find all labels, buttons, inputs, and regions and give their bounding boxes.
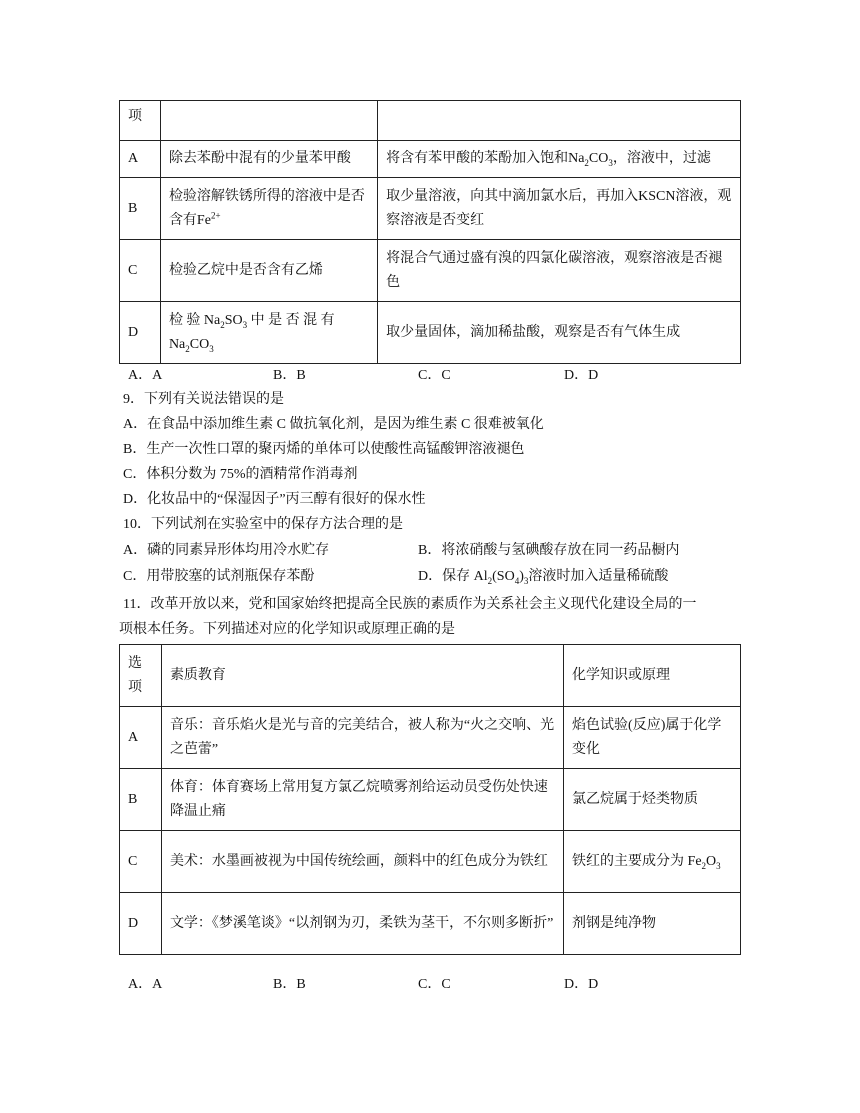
cell: 铁红的主要成分为 $Fe_2O_3$ <box>564 831 741 893</box>
header-chemistry: 化学知识或原理 <box>564 645 741 707</box>
row-label: D <box>120 893 162 955</box>
question-stem: 9．下列有关说法错误的是 <box>123 392 284 407</box>
cell: 文学：《梦溪笔谈》“以剂钢为刃，柔铁为茎干，不尔则多断折” <box>161 893 563 955</box>
row-label: A <box>120 141 161 178</box>
header-education: 素质教育 <box>161 645 563 707</box>
option-d: D．D <box>564 977 599 992</box>
row-label: B <box>120 769 162 831</box>
cell: 美术：水墨画被视为中国传统绘画，颜料中的红色成分为铁红 <box>161 831 563 893</box>
option-d: D．D <box>564 368 599 383</box>
row-label: D <box>120 302 161 364</box>
cell: 体育：体育赛场上常用复方氯乙烷喷雾剂给运动员受伤处快速降温止痛 <box>161 769 563 831</box>
table-row <box>120 101 741 141</box>
table-row <box>120 831 741 893</box>
question-stem: 11．改革开放以来，党和国家始终把提高全民族的素质作为关系社会主义现代化建设全局的一 <box>123 597 697 612</box>
option-a: A．A <box>128 977 163 992</box>
cell: 检验乙烷中是否含有乙烯 <box>160 240 377 302</box>
question-stem: 10．下列试剂在实验室中的保存方法合理的是 <box>123 517 403 532</box>
option-b: B．B <box>273 368 306 383</box>
option-d: D．保存 $Al_2(SO_4)_3$溶液时加入适量稀硫酸 <box>418 569 669 586</box>
row-label: C <box>120 831 162 893</box>
header-option: 选项 <box>120 645 162 707</box>
table-row <box>120 707 741 769</box>
table-row <box>120 141 741 178</box>
cell: 除去苯酚中混有的少量苯甲酸 <box>160 141 377 178</box>
question8-table <box>119 100 741 364</box>
option-c: C．用带胶塞的试剂瓶保存苯酚 <box>123 569 315 584</box>
table-row <box>120 893 741 955</box>
option-d: D．化妆品中的“保湿因子”丙三醇有很好的保水性 <box>123 492 426 507</box>
cell: 氯乙烷属于烃类物质 <box>564 769 741 831</box>
question11-table <box>119 644 741 955</box>
row-label: C <box>120 240 161 302</box>
option-a: A．A <box>128 368 163 383</box>
table-row <box>120 178 741 240</box>
option-a: A．在食品中添加维生素 C 做抗氧化剂，是因为维生素 C 很难被氧化 <box>123 417 544 432</box>
cell: 取少量固体，滴加稀盐酸，观察是否有气体生成 <box>378 302 741 364</box>
cell: 剂钢是纯净物 <box>564 893 741 955</box>
cell: 检验溶解铁锈所得的溶液中是否含有$Fe^{2+}$ <box>160 178 377 240</box>
row-label: A <box>120 707 162 769</box>
row-label: B <box>120 178 161 240</box>
table-row <box>120 769 741 831</box>
cell: 音乐：音乐焰火是光与音的完美结合，被人称为“火之交响、光之芭蕾” <box>161 707 563 769</box>
table-row <box>120 302 741 364</box>
option-c: C．C <box>418 368 451 383</box>
option-c: C．C <box>418 977 451 992</box>
row-label: 项 <box>120 101 161 141</box>
cell: 取少量溶液，向其中滴加氯水后，再加入KSCN溶液，观察溶液是否变红 <box>378 178 741 240</box>
cell: 焰色试验(反应)属于化学变化 <box>564 707 741 769</box>
question-stem-cont: 项根本任务。下列描述对应的化学知识或原理正确的是 <box>119 622 455 637</box>
option-b: B．生产一次性口罩的聚丙烯的单体可以使酸性高锰酸钾溶液褪色 <box>123 442 525 457</box>
cell: 将混合气通过盛有溴的四氯化碳溶液，观察溶液是否褪色 <box>378 240 741 302</box>
table-row <box>120 240 741 302</box>
option-a: A．磷的同素异形体均用冷水贮存 <box>123 543 330 558</box>
option-b: B．B <box>273 977 306 992</box>
cell <box>378 101 741 141</box>
cell: 将含有苯甲酸的苯酚加入饱和$Na_2CO_3$，溶液中，过滤 <box>378 141 741 178</box>
option-b: B．将浓硝酸与氢碘酸存放在同一药品橱内 <box>418 543 680 558</box>
cell <box>160 101 377 141</box>
cell: 检 验 $Na_2SO_3$ 中 是 否 混 有 $Na_2CO_3$ <box>160 302 377 364</box>
table-header <box>120 645 741 707</box>
option-c: C．体积分数为 75%的酒精常作消毒剂 <box>123 467 358 482</box>
